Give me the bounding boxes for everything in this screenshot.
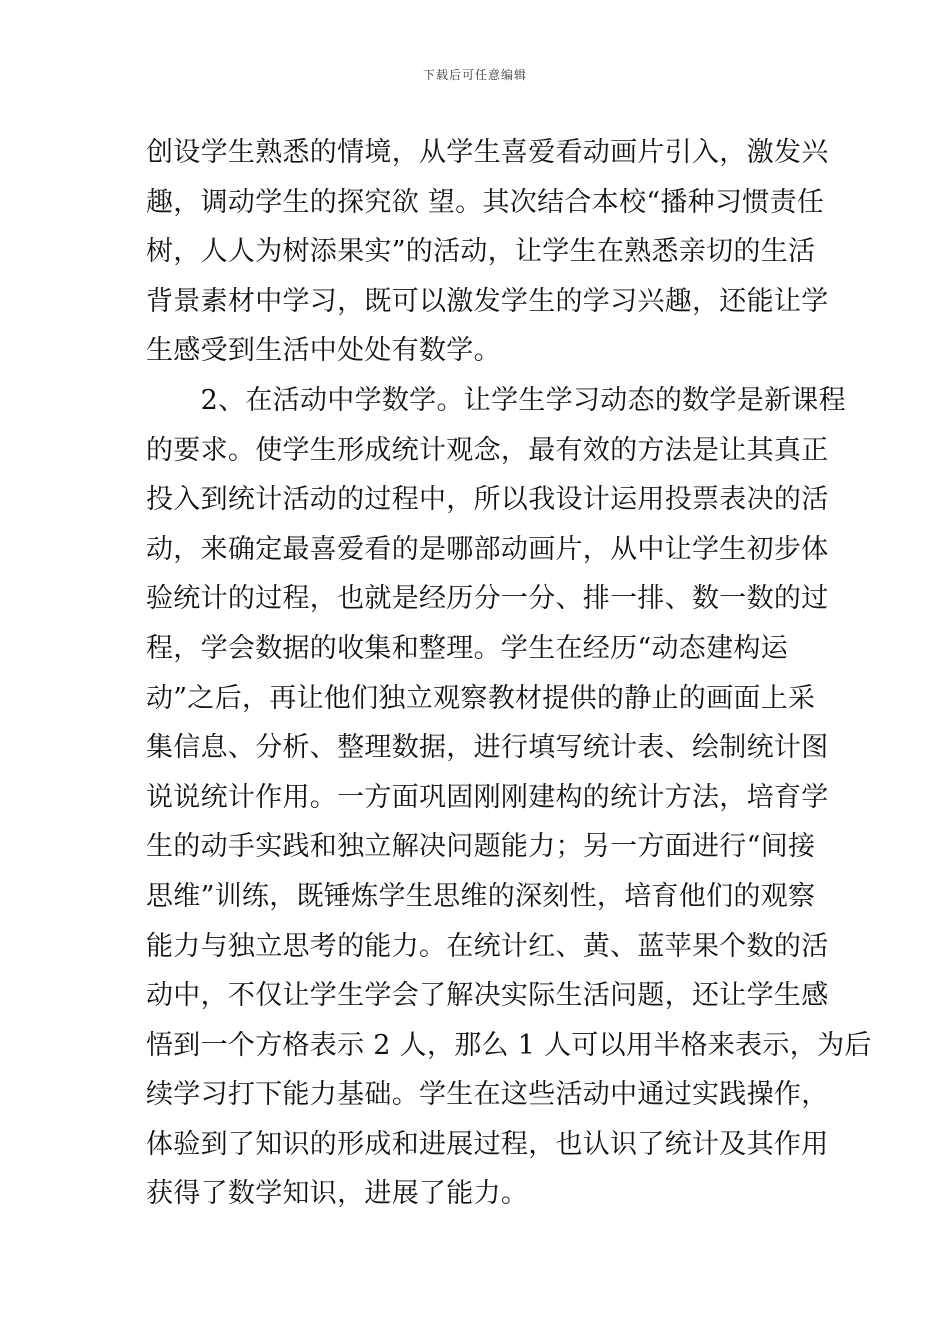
text-line: 悟到一个方格表示 2 人，那么 1 人可以用半格来表示，为后 (146, 1029, 872, 1061)
text-line: 动”之后，再让他们独立观察教材提供的静止的画面上采 (146, 682, 816, 714)
text-line: 树，人人为树添果实”的活动，让学生在熟悉亲切的生活 (146, 236, 816, 268)
text-line: 思维”训练，既锤炼学生思维的深刻性，培育他们的观察 (146, 880, 816, 912)
text-line: 集信息、分析、整理数据，进行填写统计表、绘制统计图 (146, 732, 829, 764)
body-text (146, 128, 872, 1219)
text-line: 程，学会数据的收集和整理。学生在经历“动态建构运 (146, 632, 789, 664)
text-line: 生感受到生活中处处有数学。 (146, 335, 501, 367)
text-line: 说说统计作用。一方面巩固刚刚建构的统计方法，培育学 (146, 781, 829, 813)
text-line: 2、在活动中学数学。让学生学习动态的数学是新课程 (146, 384, 846, 416)
text-line: 动中，不仅让学生学会了解决实际生活问题，还让学生感 (146, 980, 829, 1012)
text-line: 续学习打下能力基础。学生在这些活动中通过实践操作， (146, 1079, 829, 1111)
text-line: 能力与独立思考的能力。在统计红、黄、蓝苹果个数的活 (146, 930, 829, 962)
text-line: 的要求。使学生形成统计观念，最有效的方法是让其真正 (146, 434, 829, 466)
text-line: 背景素材中学习，既可以激发学生的学习兴趣，还能让学 (146, 285, 829, 317)
text-line: 获得了数学知识，进展了能力。 (146, 1178, 529, 1210)
text-line: 创设学生熟悉的情境，从学生喜爱看动画片引入，激发兴 (146, 137, 829, 168)
text-line: 动，来确定最喜爱看的是哪部动画片，从中让学生初步体 (146, 533, 829, 565)
text-line: 体验到了知识的形成和进展过程，也认识了统计及其作用 (146, 1128, 829, 1160)
header-note: 下载后可任意编辑 (422, 68, 527, 82)
text-line: 趣，调动学生的探究欲 望。其次结合本校“播种习惯责任 (146, 186, 825, 218)
text-line: 生的动手实践和独立解决问题能力；另一方面进行“间接 (146, 831, 816, 863)
text-line: 验统计的过程，也就是经历分一分、排一排、数一数的过 (146, 583, 829, 615)
text-line: 投入到统计活动的过程中，所以我设计运用投票表决的活 (146, 484, 829, 516)
